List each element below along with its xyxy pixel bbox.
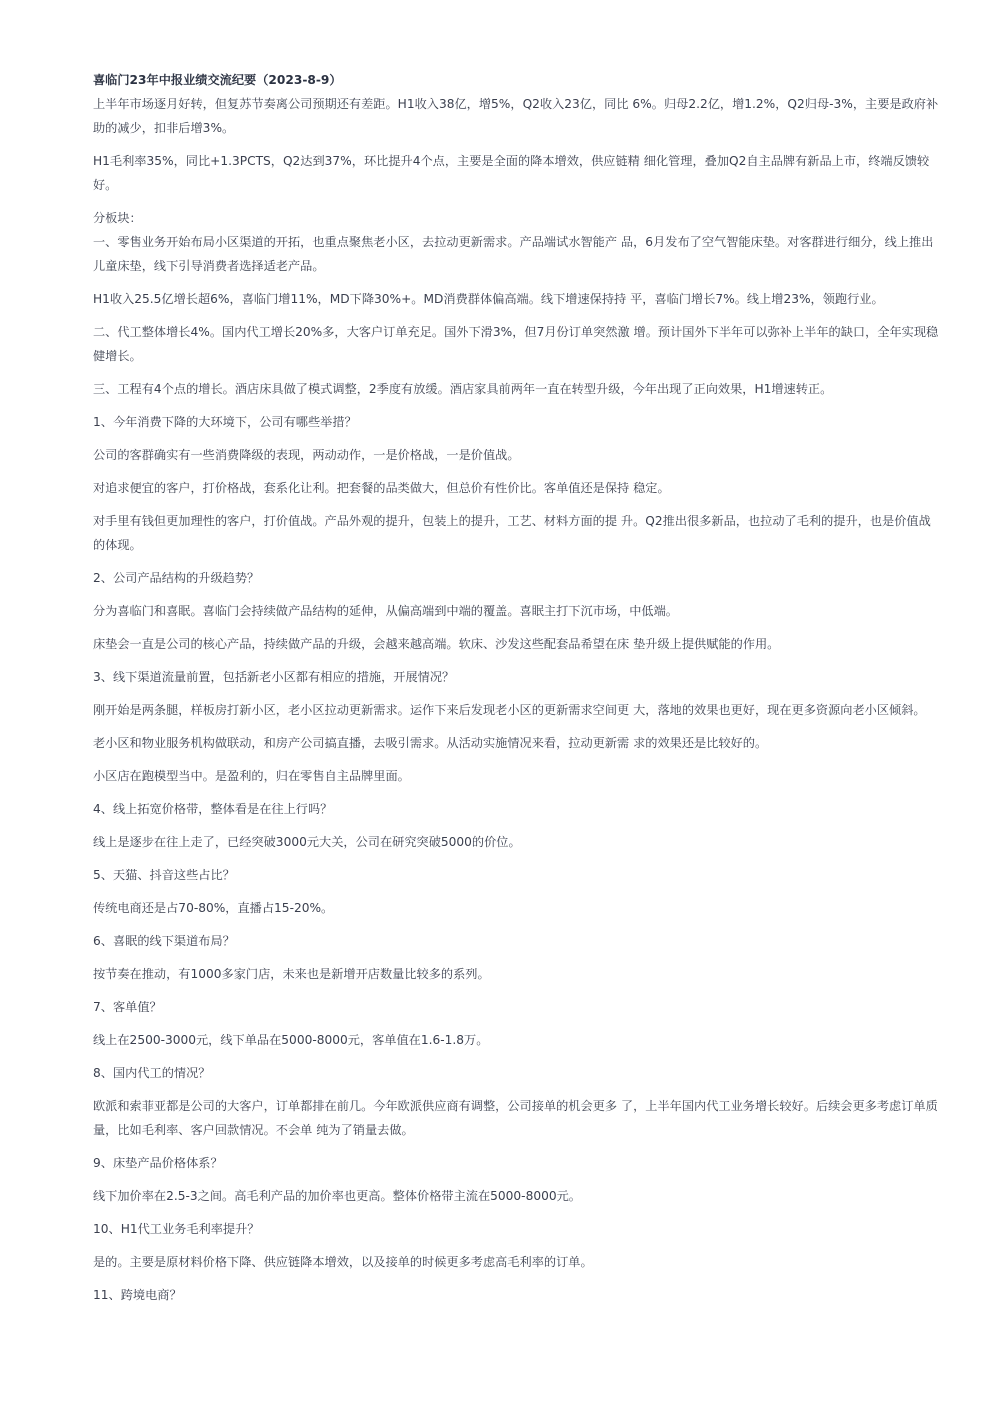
question-3: 3、线下渠道流量前置，包括新老小区都有相应的措施，开展情况？ <box>93 670 455 684</box>
question-4: 4、线上拓宽价格带，整体看是在往上行吗？ <box>93 802 333 816</box>
question-9: 9、床垫产品价格体系？ <box>93 1156 223 1170</box>
answer-3b: 老小区和物业服务机构做联动，和房产公司搞直播，去吸引需求。从活动实施情况来看，拉动更新需 求的效果还是比较好的。 <box>93 736 768 750</box>
answer-5: 传统电商还是占70-80%，直播占15-20%。 <box>93 901 334 915</box>
paragraph-retail-revenue: H1收入25.5亿增长超6%，喜临门增11%，MD下降30%+。MD消费群体偏高端。线下增速保持持 平，喜临门增长7%。线上增23%，领跑行业。 <box>93 292 884 306</box>
answer-8: 欧派和索菲亚都是公司的大客户，订单都排在前几。今年欧派供应商有调整，公司接单的机会更多 了，上半年国内代工业务增长较好。后续会更多考虑订单质量，比如毛利率、客户回款情况。不会单 纯为了销量去做。 <box>93 1099 938 1137</box>
question-5: 5、天猫、抖音这些占比？ <box>93 868 235 882</box>
answer-2b: 床垫会一直是公司的核心产品，持续做产品的升级，会越来越高端。软床、沙发这些配套品希望在床 垫升级上提供赋能的作用。 <box>93 637 780 651</box>
document-title: 喜临门23年中报业绩交流纪要（2023-8-9） <box>93 73 342 87</box>
paragraph-oem: 二、代工整体增长4%。国内代工增长20%多，大客户订单充足。国外下滑3%，但7月份订单突然激 增。预计国外下半年可以弥补上半年的缺口，全年实现稳健增长。 <box>93 325 939 363</box>
answer-1b: 对追求便宜的客户，打价格战，套系化让利。把套餐的品类做大，但总价有性价比。客单值还是保持 稳定。 <box>93 481 670 495</box>
question-8: 8、国内代工的情况？ <box>93 1066 211 1080</box>
answer-1a: 公司的客群确实有一些消费降级的表现，两动动作，一是价格战，一是价值战。 <box>93 448 520 462</box>
paragraph-margin: H1毛利率35%，同比+1.3PCTS，Q2达到37%，环比提升4个点，主要是全面的降本增效，供应链精 细化管理，叠加Q2自主品牌有新品上市，终端反馈较好。 <box>93 154 930 192</box>
answer-1c: 对手里有钱但更加理性的客户，打价值战。产品外观的提升，包装上的提升，工艺、材料方面的提 升。Q2推出很多新品，也拉动了毛利的提升，也是价值战的体现。 <box>93 514 931 552</box>
paragraph-summary: 上半年市场逐月好转，但复苏节奏离公司预期还有差距。H1收入38亿，增5%，Q2收入23亿，同比 6%。归母2.2亿，增1.2%，Q2归母-3%，主要是政府补助的减少，扣非后增3%。 <box>93 97 939 135</box>
paragraph-engineering: 三、工程有4个点的增长。酒店床具做了模式调整，2季度有放缓。酒店家具前两年一直在转型升级，今年出现了正向效果，H1增速转正。 <box>93 382 833 396</box>
question-11: 11、跨境电商？ <box>93 1288 182 1302</box>
question-6: 6、喜眠的线下渠道布局？ <box>93 934 235 948</box>
section-heading-segments: 分板块： <box>93 211 142 225</box>
answer-6: 按节奏在推动，有1000多家门店，未来也是新增开店数量比较多的系列。 <box>93 967 490 981</box>
question-7: 7、客单值？ <box>93 1000 162 1014</box>
answer-10: 是的。主要是原材料价格下降、供应链降本增效，以及接单的时候更多考虑高毛利率的订单。 <box>93 1255 593 1269</box>
answer-3a: 刚开始是两条腿，样板房打新小区，老小区拉动更新需求。运作下来后发现老小区的更新需求空间更 大，落地的效果也更好，现在更多资源向老小区倾斜。 <box>93 703 926 717</box>
answer-2a: 分为喜临门和喜眠。喜临门会持续做产品结构的延伸，从偏高端到中端的覆盖。喜眠主打下沉市场，中低端。 <box>93 604 678 618</box>
answer-4: 线上是逐步在往上走了，已经突破3000元大关，公司在研究突破5000的价位。 <box>93 835 521 849</box>
question-2: 2、公司产品结构的升级趋势？ <box>93 571 260 585</box>
answer-9: 线下加价率在2.5-3之间。高毛利产品的加价率也更高。整体价格带主流在5000-8000元。 <box>93 1189 581 1203</box>
question-10: 10、H1代工业务毛利率提升？ <box>93 1222 260 1236</box>
question-1: 1、今年消费下降的大环境下，公司有哪些举措？ <box>93 415 357 429</box>
paragraph-retail: 一、零售业务开始布局小区渠道的开拓，也重点聚焦老小区，去拉动更新需求。产品端试水智能产 品，6月发布了空气智能床垫。对客群进行细分，线上推出儿童床垫，线下引导消费者选择适老产品。 <box>93 235 934 273</box>
answer-7: 线上在2500-3000元，线下单品在5000-8000元，客单值在1.6-1.8万。 <box>93 1033 489 1047</box>
answer-3c: 小区店在跑模型当中。是盈利的，归在零售自主品牌里面。 <box>93 769 410 783</box>
document-page <box>93 68 939 1307</box>
